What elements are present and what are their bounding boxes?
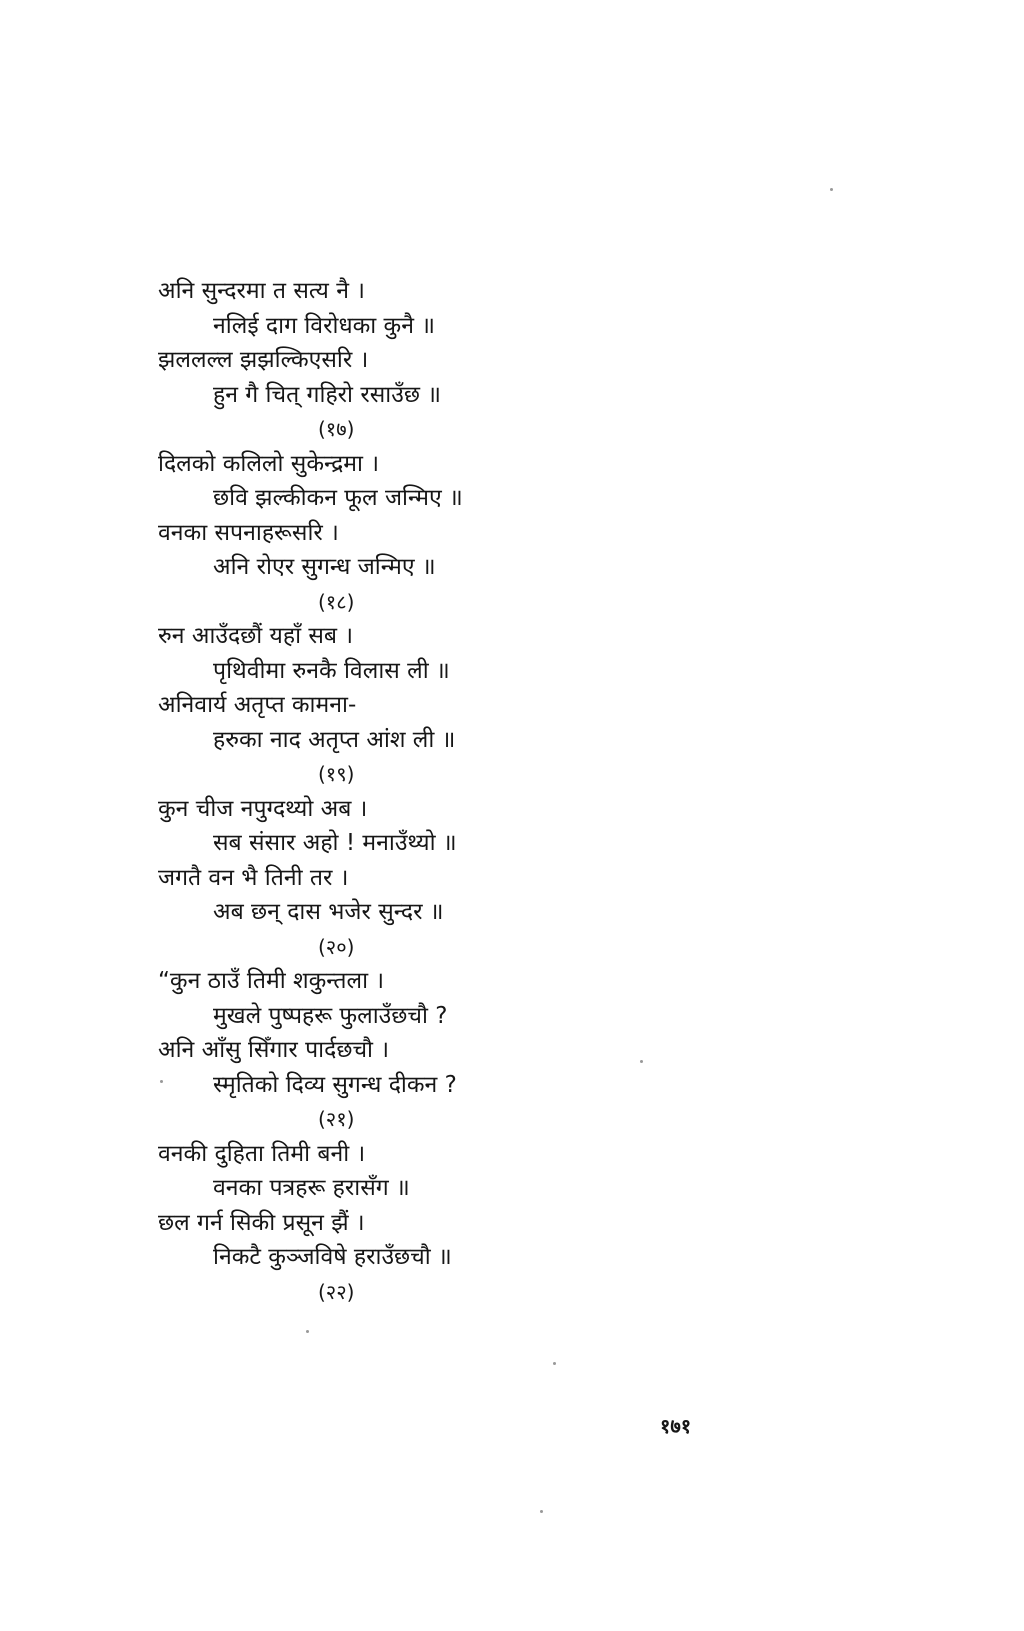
verse-line: झललल्ल झझल्किएसरि । <box>158 347 369 373</box>
stanza-number: (१८) <box>318 589 355 614</box>
verse-line: “कुन ठाउँ तिमी शकुन्तला । <box>158 968 385 994</box>
verse-line: अनि रोएर सुगन्ध जन्मिए ॥ <box>213 554 436 580</box>
verse-line: अनिवार्य अतृप्त कामना- <box>158 692 357 718</box>
stanza-number: (२१) <box>318 1107 355 1131</box>
verse-line: अब छन् दास भजेर सुन्दर ॥ <box>213 899 444 925</box>
stanza-number: (१९) <box>318 762 355 786</box>
verse-line: अनि सुन्दरमा त सत्य नै । <box>158 278 365 304</box>
stanza-number: (२२) <box>318 1279 355 1304</box>
verse-line: मुखले पुष्पहरू फुलाउँछचौ ? <box>213 1002 448 1029</box>
verse-line: छल गर्न सिकी प्रसून झैं । <box>158 1209 365 1236</box>
verse-line: वनकी दुहिता तिमी बनी । <box>158 1140 366 1167</box>
page-number: १७१ <box>660 1414 692 1438</box>
verse-line: सब संसार अहो ! मनाउँथ्यो ॥ <box>213 830 457 856</box>
verse-line: नलिई दाग विरोधका कुनै ॥ <box>213 312 436 339</box>
stanza <box>158 619 538 792</box>
verse-line: पृथिवीमा रुनकै विलास ली ॥ <box>213 657 450 684</box>
stanza <box>158 964 538 1137</box>
verse-line: वनका पत्रहरू हरासँग ॥ <box>213 1175 410 1201</box>
verse-line: वनका सपनाहरूसरि । <box>158 519 339 546</box>
verse-line: कुन चीज नपुग्दथ्यो अब । <box>158 795 368 822</box>
stanza <box>158 1137 538 1310</box>
verse-line: हरुका नाद अतृप्त आंश ली ॥ <box>213 726 456 753</box>
stanza-number: (२०) <box>318 934 355 959</box>
scan-speck <box>306 1330 309 1333</box>
stanza-number: (१७) <box>318 417 355 441</box>
stanza <box>158 274 538 447</box>
verse-line: स्मृतिको दिव्य सुगन्ध दीकन ? <box>213 1071 457 1098</box>
verse-line: अनि आँसु सिँगार पार्दछचौ । <box>158 1037 390 1063</box>
scan-speck <box>553 1362 556 1365</box>
scan-speck <box>160 1080 163 1083</box>
scan-speck <box>540 1510 543 1513</box>
scan-speck <box>640 1060 643 1063</box>
verse-line: हुन गै चित् गहिरो रसाउँछ ॥ <box>213 381 442 408</box>
verse-line: रुन आउँदछौं यहाँ सब । <box>158 623 354 649</box>
stanza <box>158 792 538 965</box>
poem-body <box>158 274 538 1309</box>
scan-speck <box>830 188 833 191</box>
verse-line: जगतै वन भै तिनी तर । <box>158 864 349 891</box>
stanza <box>158 447 538 620</box>
verse-line: निकटै कुञ्जविषे हराउँछचौ ॥ <box>213 1244 452 1270</box>
verse-line: दिलको कलिलो सुकेन्द्रमा । <box>158 450 380 477</box>
verse-line: छवि झल्कीकन फूल जन्मिए ॥ <box>213 485 463 511</box>
